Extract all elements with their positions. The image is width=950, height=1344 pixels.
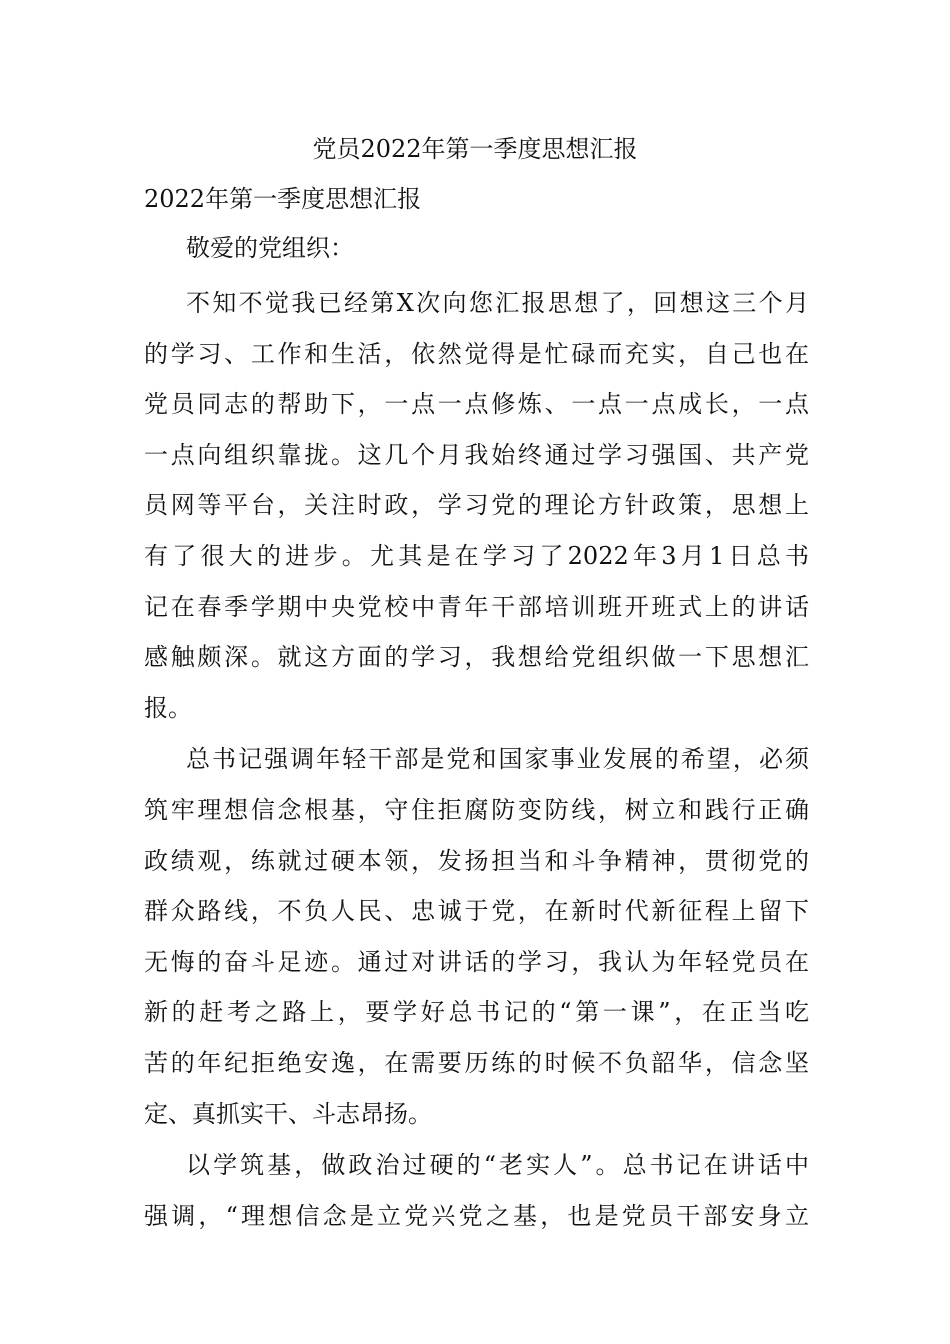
- paragraph-line: 记在春季学期中央党校中青年干部培训班开班式上的讲话: [144, 592, 809, 621]
- paragraph-line: 一点向组织靠拢。这几个月我始终通过学习强国、共产党: [144, 440, 809, 469]
- paragraph-line: 党员同志的帮助下，一点一点修炼、一点一点成长，一点: [144, 390, 809, 419]
- paragraph-line: 报。: [144, 693, 192, 722]
- document-subtitle: 2022年第一季度思想汇报: [144, 185, 422, 213]
- paragraph-line: 群众路线，不负人民、忠诚于党，在新时代新征程上留下: [144, 897, 809, 926]
- salutation: 敬爱的党组织：: [186, 234, 354, 262]
- body-paragraph: [144, 734, 809, 1139]
- paragraph-line: 总书记强调年轻干部是党和国家事业发展的希望，必须: [186, 745, 809, 774]
- body-paragraph: [144, 1140, 809, 1241]
- paragraph-line: 政绩观，练就过硬本领，发扬担当和斗争精神，贯彻党的: [144, 846, 809, 875]
- paragraph-line: 不知不觉我已经第X次向您汇报思想了，回想这三个月: [186, 289, 809, 317]
- paragraph-line: 苦的年纪拒绝安逸，在需要历练的时候不负韶华，信念坚: [144, 1048, 809, 1077]
- document-body: [144, 278, 809, 1242]
- paragraph-line: 以学筑基，做政治过硬的“老实人”。总书记在讲话中: [186, 1151, 809, 1180]
- paragraph-line: 的学习、工作和生活，依然觉得是忙碌而充实，自己也在: [144, 339, 809, 368]
- paragraph-line: 筑牢理想信念根基，守住拒腐防变防线，树立和践行正确: [144, 795, 809, 824]
- paragraph-line: 新的赶考之路上，要学好总书记的“第一课”，在正当吃: [144, 998, 809, 1027]
- paragraph-line: 感触颇深。就这方面的学习，我想给党组织做一下思想汇: [144, 643, 809, 672]
- paragraph-line: 有了很大的进步。尤其是在学习了2022年3月1日总书: [144, 541, 809, 570]
- paragraph-line: 强调，“理想信念是立党兴党之基，也是党员干部安身立: [144, 1201, 809, 1230]
- paragraph-line: 员网等平台，关注时政，学习党的理论方针政策，思想上: [144, 491, 809, 520]
- body-paragraph: [144, 278, 809, 733]
- paragraph-line: 定、真抓实干、斗志昂扬。: [144, 1099, 432, 1128]
- paragraph-line: 无悔的奋斗足迹。通过对讲话的学习，我认为年轻党员在: [144, 947, 809, 976]
- document-title: 党员2022年第一季度思想汇报: [312, 135, 638, 163]
